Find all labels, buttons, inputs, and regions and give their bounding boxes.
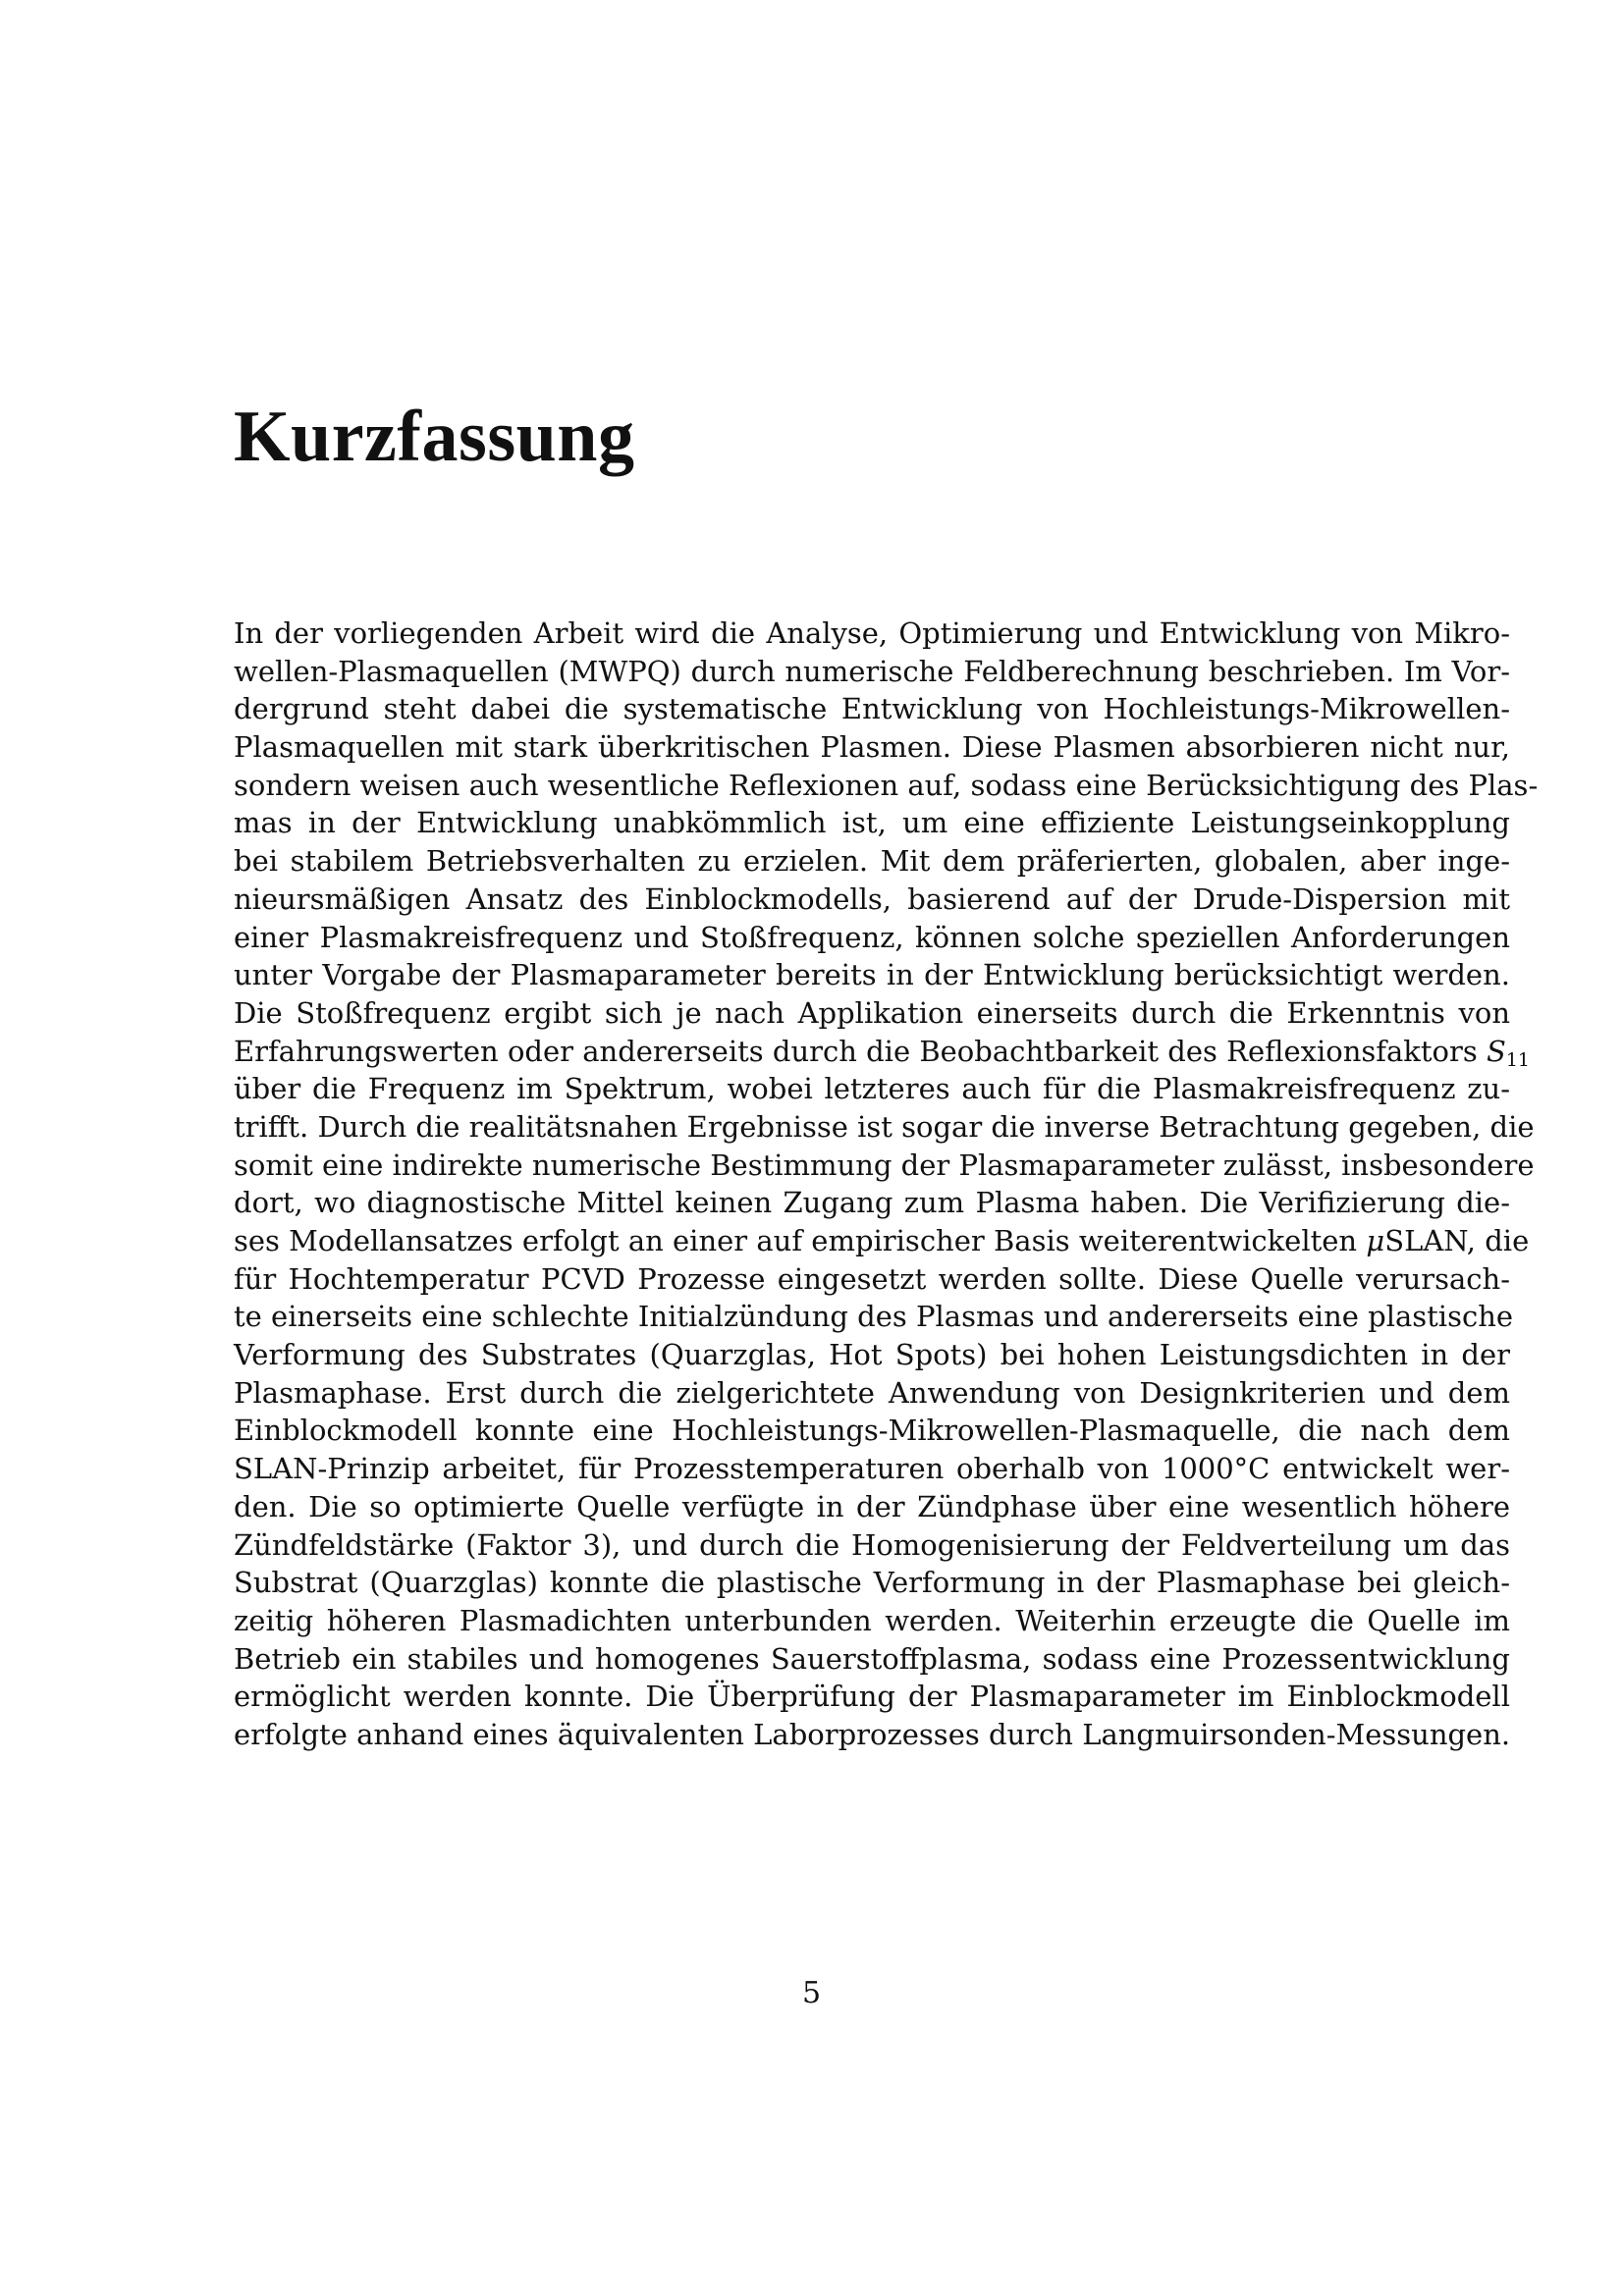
text-line: In der vorliegenden Arbeit wird die Analyse, Optimierung und Entwicklung von Mikro- [234,616,1510,650]
text-line: Plasmaquellen mit stark überkritischen Plasmen. Diese Plasmen absorbieren nicht nur, [234,730,1510,765]
text-line: nieursmäßigen Ansatz des Einblockmodells, basierend auf der Drude-Dispersion mit [234,881,1510,916]
text-line: Einblockmodell konnte eine Hochleistungs-Mikrowellen-Plasmaquelle, die nach dem [234,1414,1510,1448]
text-line: Betrieb ein stabiles und homogenes Sauerstoffplasma, sodass eine Prozessentwicklung [234,1641,1510,1676]
text-line-with-symbol [234,1222,1530,1260]
symbol-letter: S [1486,1034,1506,1068]
text-line-segment: Erfahrungswerten oder andererseits durch die Beobachtbarkeit des Reflexionsfaktors [234,1034,1478,1068]
text-line: dergrund steht dabei die systematische Entwicklung von Hochleistungs-Mikrowellen- [234,692,1510,726]
abstract-paragraph [234,614,1539,1754]
text-line: zeitig höheren Plasmadichten unterbunden werden. Weiterhin erzeugte die Quelle im [234,1603,1510,1637]
text-line: den. Die so optimierte Quelle verfügte in der Zündphase über eine wesentlich höhere [234,1489,1510,1523]
mu-symbol: μ [1366,1224,1385,1257]
text-line: dort, wo diagnostische Mittel keinen Zugang zum Plasma haben. Die Verifizierung die- [234,1186,1510,1220]
text-line-segment: SLAN, die [1384,1224,1530,1257]
text-line: unter Vorgabe der Plasmaparameter bereits in der Entwicklung berücksichtigt werden. [234,958,1510,992]
text-line: sondern weisen auch wesentliche Reflexionen auf, sodass eine Berücksichtigung des Plas- [234,768,1539,802]
text-line: Plasmaphase. Erst durch die zielgerichtete Anwendung von Designkriterien und dem [234,1375,1510,1410]
text-line: einer Plasmakreisfrequenz und Stoßfrequenz, können solche speziellen Anforderungen [234,920,1510,954]
text-line: für Hochtemperatur PCVD Prozesse eingesetzt werden sollte. Diese Quelle verursach- [234,1261,1510,1296]
symbol-subscript: 11 [1505,1048,1531,1071]
text-line: wellen-Plasmaquellen (MWPQ) durch numerische Feldberechnung beschrieben. Im Vor- [234,654,1510,688]
reflection-factor-symbol [1486,1034,1531,1071]
text-line: SLAN-Prinzip arbeitet, für Prozesstemperaturen oberhalb von 1000°C entwickelt wer- [234,1452,1510,1486]
chapter-title: Kurzfassung [234,397,635,477]
text-line-segment: ses Modellansatzes erfolgt an einer auf empirischer Basis weiterentwickelten [234,1224,1358,1257]
page-number: 5 [801,1976,822,2010]
text-line: erfolgte anhand eines äquivalenten Laborprozesses durch Langmuirsonden-Messungen. [234,1717,1511,1751]
text-line: te einerseits eine schlechte Initialzündung des Plasmas und andererseits eine plastische [234,1300,1514,1334]
text-line: mas in der Entwicklung unabkömmlich ist, um eine effiziente Leistungseinkopplung [234,806,1510,840]
text-line: Zündfeldstärke (Faktor 3), und durch die Homogenisierung der Feldverteilung um das [234,1527,1510,1562]
text-line: bei stabilem Betriebsverhalten zu erzielen. Mit dem präferierten, globalen, aber inge- [234,844,1510,879]
text-line: Die Stoßfrequenz ergibt sich je nach Applikation einerseits durch die Erkenntnis von [234,995,1510,1030]
text-line: über die Frequenz im Spektrum, wobei letzteres auch für die Plasmakreisfrequenz zu- [234,1072,1510,1106]
text-line: somit eine indirekte numerische Bestimmung der Plasmaparameter zulässt, insbesondere [234,1148,1535,1182]
text-line: Verformung des Substrates (Quarzglas, Hot Spots) bei hohen Leistungsdichten in der [234,1338,1510,1372]
text-line: trifft. Durch die realitätsnahen Ergebnisse ist sogar die inverse Betrachtung gegeben, die [234,1109,1535,1144]
text-line-with-symbol [234,1033,1531,1071]
text-line: ermöglicht werden konnte. Die Überprüfung der Plasmaparameter im Einblockmodell [234,1680,1510,1714]
text-line: Substrat (Quarzglas) konnte die plastische Verformung in der Plasmaphase bei gleich- [234,1566,1510,1600]
